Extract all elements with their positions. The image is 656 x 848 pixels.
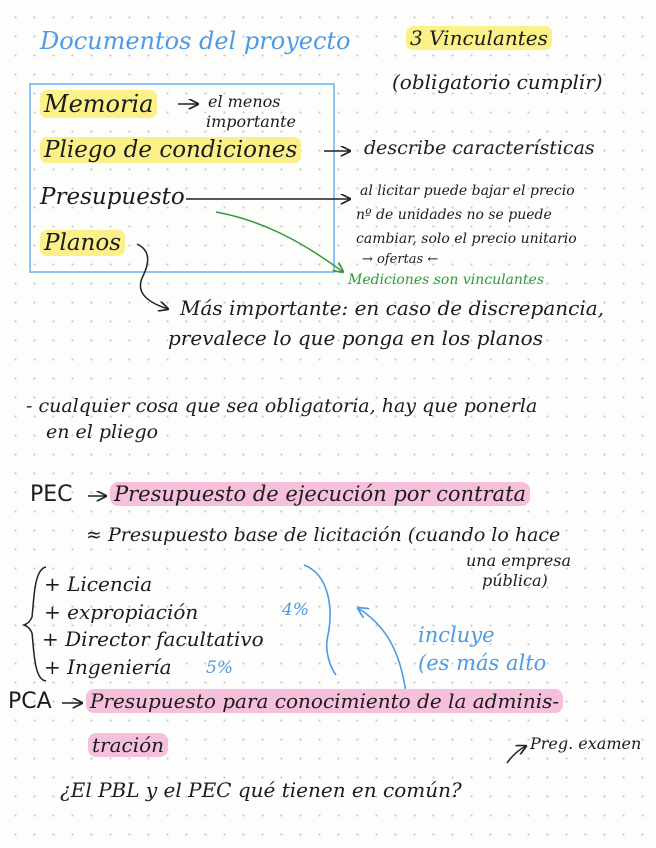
planos-note-2: prevalece lo que ponga en los planos	[168, 326, 543, 350]
pec-abbr: PEC	[30, 482, 73, 507]
pliego-highlight: Pliego de condiciones	[40, 137, 301, 163]
presupuesto-note-1: al licitar puede bajar el precio	[360, 183, 575, 199]
pec-highlight: Presupuesto de ejecución por contrata	[110, 482, 530, 506]
pliego-label	[40, 139, 301, 162]
arrow-preg	[507, 746, 526, 763]
page-title: Documentos del proyecto	[40, 27, 351, 55]
preg-examen: Preg. examen	[530, 734, 642, 753]
memoria-label	[40, 92, 157, 116]
presupuesto-note-2: nº de unidades no se puede	[356, 207, 552, 223]
pec-approx-2: una empresa	[466, 551, 571, 570]
planos-highlight: Planos	[40, 230, 125, 256]
pca-full-2	[88, 735, 168, 755]
extra-item-director: + Director facultativo	[42, 627, 264, 651]
presupuesto-note-3: cambiar, solo el precio unitario	[356, 231, 577, 247]
incluye-note: (es más alto	[418, 651, 547, 675]
note-line-2: en el pliego	[46, 421, 159, 443]
pec-full	[110, 484, 530, 505]
pca-full-1	[86, 691, 563, 711]
presupuesto-label: Presupuesto	[40, 184, 185, 210]
planos-note-1: Más importante: en caso de discrepancia,	[180, 296, 605, 320]
extra-item-ingenieria: + Ingeniería	[44, 655, 172, 679]
vinculantes-label	[406, 28, 552, 48]
obligatorio-note: (obligatorio cumplir)	[392, 70, 603, 94]
note-line-1: - cualquier cosa que sea obligatoria, hay que ponerla	[26, 395, 538, 417]
incluye-label: incluye	[418, 623, 495, 647]
pct-director: 4%	[282, 600, 309, 620]
vinculantes-highlight: 3 Vinculantes	[406, 26, 552, 50]
pca-highlight-2: tración	[88, 733, 168, 757]
memoria-highlight: Memoria	[40, 90, 157, 118]
pec-approx-3: pública)	[482, 571, 548, 590]
question: ¿El PBL y el PEC qué tienen en común?	[60, 778, 462, 802]
pec-approx-1: ≈ Presupuesto base de licitación (cuando lo hace	[86, 524, 561, 546]
extra-item-expropiacion: + expropiación	[44, 600, 199, 624]
pca-highlight-1: Presupuesto para conocimiento de la adminis-	[86, 689, 563, 713]
brace-left	[24, 567, 46, 681]
pca-abbr: PCA	[8, 689, 52, 714]
mediciones-note: Mediciones son vinculantes	[348, 272, 545, 288]
pct-ingenieria: 5%	[206, 658, 233, 678]
planos-label	[40, 232, 125, 255]
memoria-note-1: el menos	[208, 92, 281, 111]
arrow-incluye	[358, 608, 406, 693]
pliego-note: describe características	[364, 137, 595, 159]
presupuesto-note-4: → ofertas ←	[362, 252, 439, 267]
memoria-note-2: importante	[206, 112, 296, 131]
extra-item-licencia: + Licencia	[44, 572, 153, 596]
brace-right-blue	[304, 565, 336, 675]
